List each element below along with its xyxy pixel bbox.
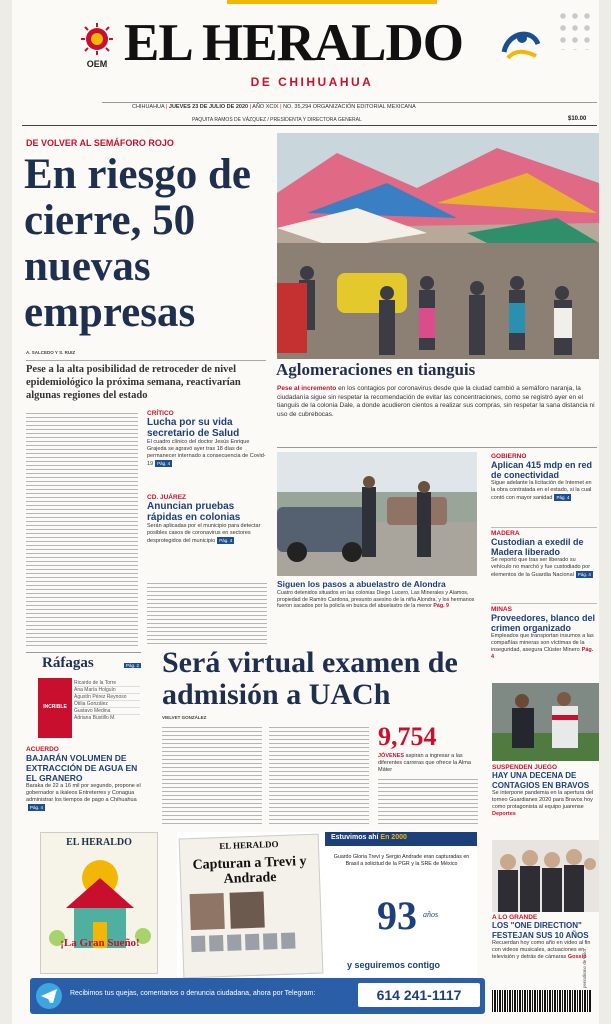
- uach-body-column-2: [269, 724, 369, 826]
- oem-sun-icon: [78, 22, 116, 56]
- inner-paper-headline: Capturan a Trevi y Andrade: [192, 854, 307, 887]
- sports-tag[interactable]: Deportes: [492, 811, 516, 817]
- uach-body-column-3: [378, 776, 478, 826]
- lead-body-column-1: [26, 410, 138, 646]
- critico-headline: Lucha por su vida secretario de Salud: [147, 417, 240, 439]
- juarez-text: Serán aplicadas por el municipio para detectar posibles casos de coronavirus en sectores desprotegidos del municipio Pág. 4: [147, 523, 261, 544]
- tianguis-photo: [277, 133, 599, 359]
- uach-body-column-1: [162, 724, 262, 826]
- acuerdo-text: Baraka de 22 a 16 mil por segundo, propone el gobernador a ikaleos Entreterres y Conagua administrar los tiempos de pago a ChihuahuaPág. 4: [26, 783, 141, 810]
- acuerdo-page-link[interactable]: Pág. 4: [30, 805, 44, 810]
- anniversary-word: años: [423, 910, 439, 919]
- gobierno-section: GOBIERNO: [491, 453, 527, 460]
- critico-box: [147, 410, 267, 468]
- minas-headline: Proveedores, blanco del crimen organizado: [491, 613, 596, 633]
- anniversary-number: 93: [377, 893, 417, 938]
- critico-text: El cuadro clínico del doctor Jesús Enrique Grajeda se agravó ayer tras 18 días de permanecer internado a consecuencia de Covid-19 Pág. 4: [147, 439, 266, 467]
- gobierno-box: [491, 453, 597, 502]
- oem-label: OEM: [86, 59, 108, 69]
- anniversary-swirl-icon: [498, 22, 542, 66]
- lead-body-column-2: [147, 580, 267, 646]
- lead-byline: A. SALCEDO Y S. RUIZ: [26, 350, 76, 355]
- rafagas-name: Ricardo de la Torre: [74, 680, 140, 687]
- uach-headline: Será virtual examen de admisión a UACh: [162, 646, 458, 711]
- rafagas-logo: INCRIBLE: [38, 678, 72, 738]
- date-line: CHIHUAHUA | JUEVES 23 DE JULIO DE 2020 | AÑO XCIX | NO. 35,294 ORGANIZACIÓN EDITORIAL MEXICANA: [132, 104, 416, 110]
- newspaper-front-page: [12, 0, 599, 1024]
- rafagas-name: Otilia González: [74, 701, 140, 708]
- masthead-title: EL HERALDO: [124, 14, 464, 72]
- rafagas-name: Gustavo Medina: [74, 708, 140, 715]
- sports-section: SUSPENDEN JUEGO: [492, 764, 558, 771]
- minas-section: MINAS: [491, 606, 512, 613]
- soccer-players-image: [492, 683, 599, 761]
- contest-promo: [40, 832, 158, 974]
- footer-text: Recibimos tus quejas, comentarios o denuncia ciudadana, ahora por Telegram:: [70, 990, 316, 997]
- inner-paper-faces-image: [181, 884, 322, 969]
- madera-text: Se reportó que tras ser liberado su vehículo no marchó y fue custodiado por elementos de la Guardia Nacional Pág. 4: [491, 557, 591, 578]
- rafagas-page-link[interactable]: Pág. 2: [126, 663, 140, 668]
- estuvimos-promo: [177, 832, 477, 977]
- inner-paper-title: EL HERALDO: [219, 839, 279, 852]
- paper-plane-icon: [36, 983, 62, 1009]
- music-headline: LOS "ONE DIRECTION" FESTEJAN SUS 10 AÑOS: [492, 921, 589, 940]
- rafagas-name: Adriana Bustillo M.: [74, 715, 116, 721]
- madera-headline: Custodian a exedil de Madera liberado: [491, 537, 584, 557]
- footer-bar: [30, 978, 485, 1014]
- police-headline: Siguen los pasos a abuelastro de Alondra: [277, 579, 446, 589]
- estuvimos-tagline: y seguiremos contigo: [347, 960, 441, 970]
- minas-box: [491, 606, 597, 661]
- music-photo: [492, 840, 599, 912]
- lead-deck: Pese a la alta posibilidad de retroceder de nivel epidemiológico la próxima semana, reactivarían algunas regiones del estado: [26, 364, 241, 401]
- juarez-page-link[interactable]: Pág. 4: [219, 538, 233, 543]
- uach-big-number: 9,754: [378, 722, 437, 751]
- sports-box: [492, 764, 599, 818]
- police-scene-image: [277, 452, 477, 576]
- critico-section: CRÍTICO: [147, 410, 174, 417]
- acuerdo-headline: BAJARÁN VOLUMEN DE EXTRACCIÓN DE AGUA EN EL GRANERO: [26, 753, 138, 783]
- sports-photo: [492, 683, 599, 761]
- contest-title: ¡La Gran Sueño!: [60, 937, 140, 949]
- critico-page-link[interactable]: Pág. 4: [157, 461, 171, 466]
- madera-page-link[interactable]: Pág. 4: [577, 572, 591, 577]
- estuvimos-note: Guardo Gloria Trevi y Sergio Andrade eran capturadas en Brasil a solicitud de la PGR y la SRE de México: [333, 854, 470, 867]
- juarez-section: CD. JUÁREZ: [147, 494, 187, 501]
- uach-number-text: JÓVENES aspiran a ingresar a las diferentes carreras que ofrece la Alma Máter: [378, 753, 471, 773]
- band-members-image: [492, 840, 599, 912]
- acuerdo-box: [26, 746, 146, 812]
- price: $10.00: [568, 116, 587, 122]
- anniversary-badge: [498, 22, 542, 66]
- contest-brand: EL HERALDO: [66, 837, 132, 848]
- uach-byline: VIELVET GONZÁLEZ: [162, 715, 207, 720]
- oem-logo: [78, 22, 116, 69]
- rafagas-title: Ráfagas: [42, 655, 94, 671]
- juarez-box: [147, 494, 267, 545]
- lead-headline: En riesgo de cierre, 50 nuevas empresas: [24, 151, 251, 336]
- tianguis-headline: Aglomeraciones en tianguis: [276, 360, 476, 379]
- director-line: PAQUITA RAMOS DE VÁZQUEZ / PRESIDENTA Y DIRECTORA GENERAL: [192, 117, 362, 123]
- estuvimos-ticker: Estuvimos ahí En 2000: [325, 832, 477, 846]
- police-photo: [277, 452, 477, 576]
- police-text: Cuatro detenidos situados en las colonias Diego Lucero, Las Minerales y Alamos, propiedad de Ramiro Cardona, presunto asesino de la niña Alondra, y los hermanos fueron sacados por la policía en busca del abuelastro de la menor Pág. 9: [277, 590, 475, 609]
- madera-section: MADERA: [491, 530, 520, 537]
- footer-phone[interactable]: 614 241-1117: [358, 983, 480, 1007]
- music-text: Recuerdan hoy como año en video al fin con videos musicales, actuaciones en televisión y detrás de cámaras Gossip: [492, 940, 591, 960]
- gobierno-page-link[interactable]: Pág. 4: [556, 495, 570, 500]
- sports-headline: HAY UNA DECENA DE CONTAGIOS EN BRAVOS: [492, 771, 590, 790]
- barcode: [492, 990, 592, 1012]
- telegram-icon[interactable]: [36, 983, 62, 1009]
- top-color-strip: [227, 0, 437, 4]
- masthead-subtitle: DE CHIHUAHUA: [250, 75, 374, 89]
- barcode-side-label: periodismo de valor: [582, 948, 587, 988]
- madera-box: [491, 530, 597, 579]
- police-page-link[interactable]: Pág. 9: [433, 603, 449, 609]
- rafagas-list: [74, 680, 140, 721]
- music-tag[interactable]: Gossip: [567, 954, 587, 960]
- acuerdo-section: ACUERDO: [26, 746, 59, 753]
- inner-paper: [179, 834, 324, 979]
- lead-kicker: DE VOLVER AL SEMÁFORO ROJO: [26, 138, 174, 148]
- music-section: A LO GRANDE: [492, 914, 538, 921]
- minas-page-link[interactable]: Pág. 4: [491, 647, 594, 660]
- rafagas-name: Agustín Pérez Reynoso: [74, 694, 140, 701]
- minas-text: Empleados que transportan insumos a las compañías mineras son víctimas de la inseguridad, asegura Clúster Minero Pág. 4: [491, 633, 594, 660]
- juarez-headline: Anuncian pruebas rápidas en colonias: [147, 501, 241, 523]
- tianguis-caption: Pese al incremento en los contagios por coronavirus desde que la ciudad cambió a semáforo naranja, la ciudadanía sigue sin respetar la recomendación de evitar las concentraciones, como se registró ayer en el tianguis de la colonia Dale, a donde acudieron cientos a realizar sus compras, sin respetar la sana distancia ni uso de cubrebocas.: [277, 385, 595, 418]
- dots-pattern: [557, 10, 593, 50]
- gobierno-headline: Aplican 415 mdp en red de conectividad: [491, 460, 593, 480]
- sports-text: Se interpone pandemia en la apertura del torneo Guardianes 2020 para Bravos hoy como protagonista al equipo juarense Deportes: [492, 790, 594, 817]
- gobierno-text: Sigue adelante la licitación de Internet en la obra contratada en el estado, si la cual contó con mayor sanidad Pág. 4: [491, 480, 592, 501]
- market-crowd-image: [277, 133, 599, 359]
- rafagas-name: Ana María Holguín: [74, 687, 140, 694]
